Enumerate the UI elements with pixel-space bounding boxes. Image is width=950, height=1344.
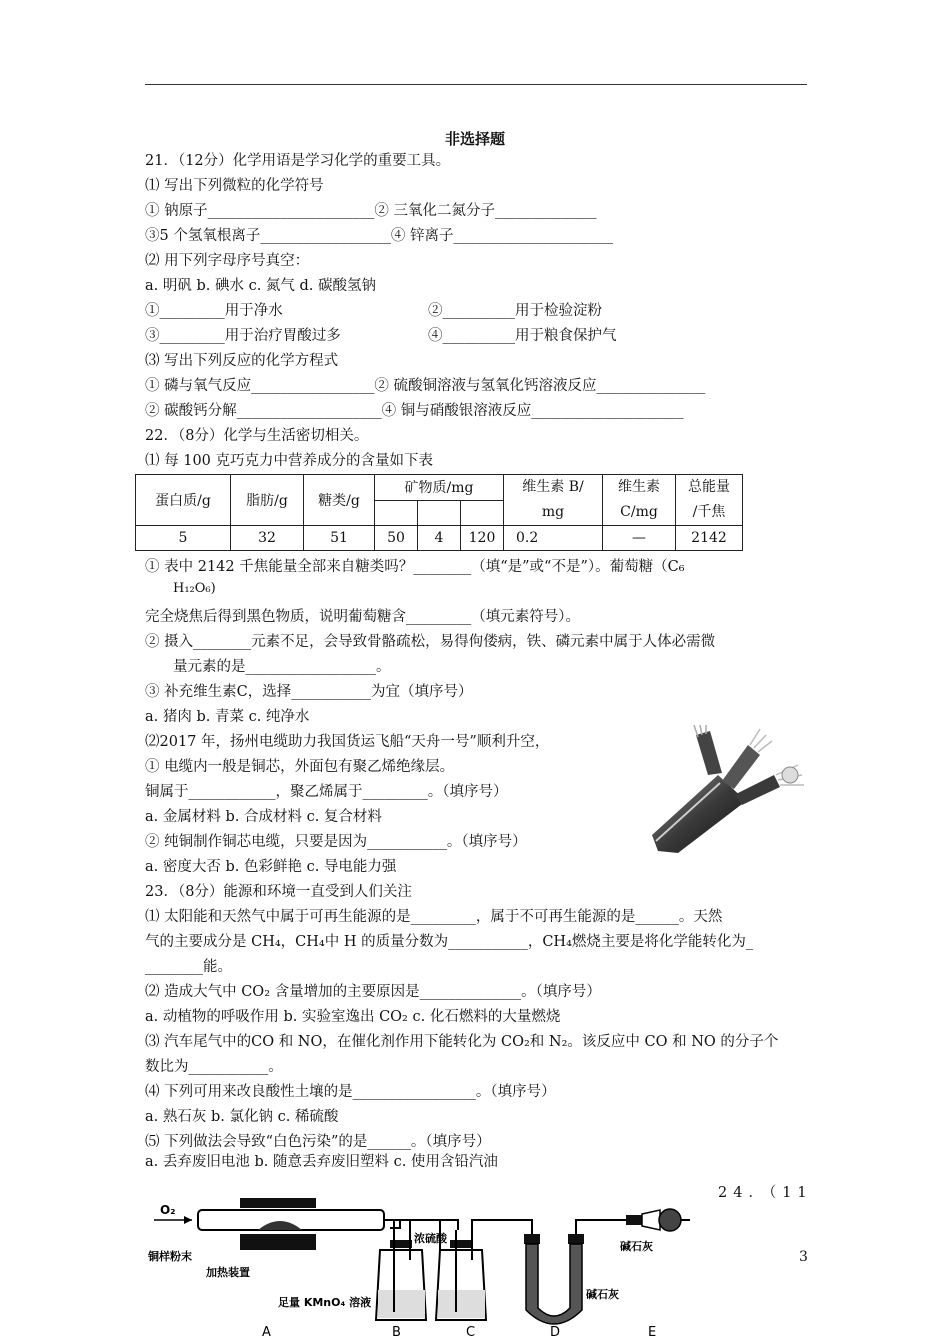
- label-b: B: [392, 1325, 401, 1340]
- q21-part2-row1a: ①_________用于净水: [145, 303, 283, 319]
- soda-lime-d-label: 碱石灰: [586, 1288, 619, 1301]
- q22-q2-line1: ② 摄入________元素不足，会导致骨骼疏松，易得佝偻病，铁、磷元素中属于人体必需微: [145, 634, 716, 650]
- q23-p1-line3: ________能。: [145, 959, 232, 975]
- h2so4-label: 浓硫酸: [414, 1232, 447, 1245]
- nutrition-table: [135, 474, 743, 551]
- q23-p4-options: a. 熟石灰 b. 氯化钠 c. 稀硫酸: [145, 1109, 339, 1125]
- header-rule: [145, 84, 807, 85]
- q21-part1-line2: ③5 个氢氧根离子__________________④ 锌离子______________________: [145, 228, 613, 244]
- q22-part2-q2-options: a. 密度大否 b. 色彩鲜艳 c. 导电能力强: [145, 859, 397, 875]
- td-vitamin-b: 0.2: [504, 526, 603, 551]
- td-vitamin-c: —: [603, 526, 676, 551]
- q21-title: 21．（12分）化学用语是学习化学的重要工具。: [145, 153, 451, 169]
- q24-fragment: 24．（11: [718, 1185, 813, 1201]
- td-mineral-1: 50: [375, 526, 418, 551]
- q22-part2-q1: ① 电缆内一般是铜芯，外面包有聚乙烯绝缘层。: [145, 759, 455, 775]
- q21-part3-title: ⑶ 写出下列反应的化学方程式: [145, 353, 339, 369]
- q21-part3-line1: ① 磷与氧气反应_________________② 硫酸铜溶液与氢氧化钙溶液反应_______________: [145, 378, 706, 394]
- apparatus-diagram: [140, 1190, 690, 1344]
- th-mineral: 矿物质/mg: [375, 475, 504, 501]
- q22-q3-options: a. 猪肉 b. 青菜 c. 纯净水: [145, 709, 310, 725]
- drying-tube-bulb: [659, 1209, 681, 1231]
- drying-tube-stopper: [626, 1215, 642, 1225]
- q23-p2-line1: ⑵ 造成大气中 CO₂ 含量增加的主要原因是______________。（填序号）: [145, 984, 601, 1000]
- th-vitamin-b: 维生素 B/ mg: [504, 475, 603, 526]
- th-energy: 总能量 /千焦: [676, 475, 743, 526]
- q22-q1-line3: 完全烧焦后得到黑色物质，说明葡萄糖含_________（填元素符号）。: [145, 609, 580, 625]
- bottle-c-stopper: [450, 1240, 472, 1248]
- tube-a-b: [384, 1220, 400, 1228]
- q23-p2-options: a. 动植物的呼吸作用 b. 实验室逸出 CO₂ c. 化石燃料的大量燃烧: [145, 1009, 561, 1025]
- q22-q3-line1: ③ 补充维生素C，选择___________为宜（填序号）: [145, 684, 473, 700]
- q21-part2-row2a: ③_________用于治疗胃酸过多: [145, 328, 341, 344]
- u-tube-right-stopper: [568, 1234, 584, 1244]
- q22-part2-title: ⑵2017 年，扬州电缆助力我国货运飞船“天舟一号”顺利升空，: [145, 734, 550, 750]
- tube-c-d: [472, 1220, 532, 1238]
- th-mineral-sub1: [375, 500, 418, 526]
- u-tube: [526, 1244, 582, 1324]
- q21-part2-options: a. 明矾 b. 碘水 c. 氮气 d. 碳酸氢钠: [145, 278, 377, 294]
- th-sugar: 糖类/g: [304, 475, 375, 526]
- bottle-b-liquid: [378, 1290, 425, 1318]
- q23-p5-line1: ⑸ 下列做法会导致“白色污染”的是______。（填序号）: [145, 1134, 491, 1150]
- q21-part3-line2: ② 碳酸钙分解____________________④ 铜与硝酸银溶液反应_____________________: [145, 403, 684, 419]
- q22-part2-q2: ② 纯铜制作铜芯电缆，只要是因为___________。（填序号）: [145, 834, 527, 850]
- td-mineral-3: 120: [461, 526, 504, 551]
- label-e: E: [648, 1325, 657, 1340]
- q23-p3-line1: ⑶ 汽车尾气中的CO 和 NO，在催化剂作用下能转化为 CO₂和 N₂。该反应中 CO 和 NO 的分子个: [145, 1034, 779, 1050]
- cable-illustration: [648, 725, 806, 853]
- td-protein: 5: [136, 526, 231, 551]
- label-a: A: [262, 1325, 271, 1340]
- drying-tube-neck: [642, 1210, 660, 1230]
- q22-part1-title: ⑴ 每 100 克巧克力中营养成分的含量如下表: [145, 453, 434, 469]
- td-energy: 2142: [676, 526, 743, 551]
- bottle-c-liquid: [438, 1290, 485, 1318]
- td-sugar: 51: [304, 526, 375, 551]
- page-number: 3: [799, 1249, 808, 1265]
- th-mineral-sub3: [461, 500, 504, 526]
- q21-part1-line1: ① 钠原子_______________________② 三氧化二氮分子______________: [145, 203, 597, 219]
- q23-p5-options: a. 丢弃废旧电池 b. 随意丢弃废旧塑料 c. 使用含铅汽油: [145, 1154, 498, 1170]
- q23-title: 23．（8分）能源和环境一直受到人们关注: [145, 884, 412, 900]
- q23-p1-line1: ⑴ 太阳能和天然气中属于可再生能源的是_________，属于不可再生能源的是______。天然: [145, 909, 723, 925]
- heater-label: 加热装置: [206, 1266, 250, 1279]
- tube-d-e: [576, 1220, 626, 1234]
- copper-sample-label: 铜样粉末: [148, 1250, 192, 1263]
- th-protein: 蛋白质/g: [136, 475, 231, 526]
- q22-title: 22．（8分）化学与生活密切相关。: [145, 428, 369, 444]
- heater-bottom-block: [240, 1234, 316, 1250]
- o2-label: O₂: [160, 1203, 176, 1217]
- o2-arrowhead: [184, 1216, 192, 1224]
- q21-part1-title: ⑴ 写出下列微粒的化学符号: [145, 178, 324, 194]
- label-c: C: [466, 1325, 476, 1340]
- q21-part2-title: ⑵ 用下列字母序号真空：: [145, 253, 310, 269]
- q23-p1-line2: 气的主要成分是 CH₄，CH₄中 H 的质量分数为___________，CH₄燃烧主要是将化学能转化为_: [145, 934, 754, 950]
- q23-p3-line2: 数比为___________。: [145, 1059, 283, 1075]
- td-mineral-2: 4: [418, 526, 461, 551]
- th-mineral-sub2: [418, 500, 461, 526]
- kmno4-label: 足量 KMnO₄ 溶液: [278, 1296, 372, 1309]
- soda-lime-e-label: 碱石灰: [620, 1240, 653, 1253]
- q22-part2-q1b: 铜属于____________，聚乙烯属于_________。（填序号）: [145, 784, 508, 800]
- section-heading: 非选择题: [444, 130, 505, 148]
- q23-p4-line1: ⑷ 下列可用来改良酸性土壤的是_________________。（填序号）: [145, 1084, 556, 1100]
- th-vitamin-c: 维生素 C/mg: [603, 475, 676, 526]
- td-fat: 32: [231, 526, 304, 551]
- th-fat: 脂肪/g: [231, 475, 304, 526]
- q22-q2-line2: 量元素的是__________________。: [173, 659, 391, 675]
- tube-b-c: [410, 1220, 458, 1230]
- q21-part2-row1b: ②__________用于检验淀粉: [428, 303, 602, 319]
- q22-part2-q1-options: a. 金属材料 b. 合成材料 c. 复合材料: [145, 809, 382, 825]
- u-tube-left-stopper: [524, 1234, 540, 1244]
- label-d: D: [550, 1325, 561, 1340]
- heater-top-block: [240, 1198, 316, 1208]
- q22-q1-line2: H₁₂O₆): [173, 581, 216, 596]
- q21-part2-row2b: ④__________用于粮食保护气: [428, 328, 617, 344]
- q22-q1-line1: ① 表中 2142 千焦能量全部来自糖类吗？________（填“是”或“不是”）。葡萄糖（C₆: [145, 559, 685, 575]
